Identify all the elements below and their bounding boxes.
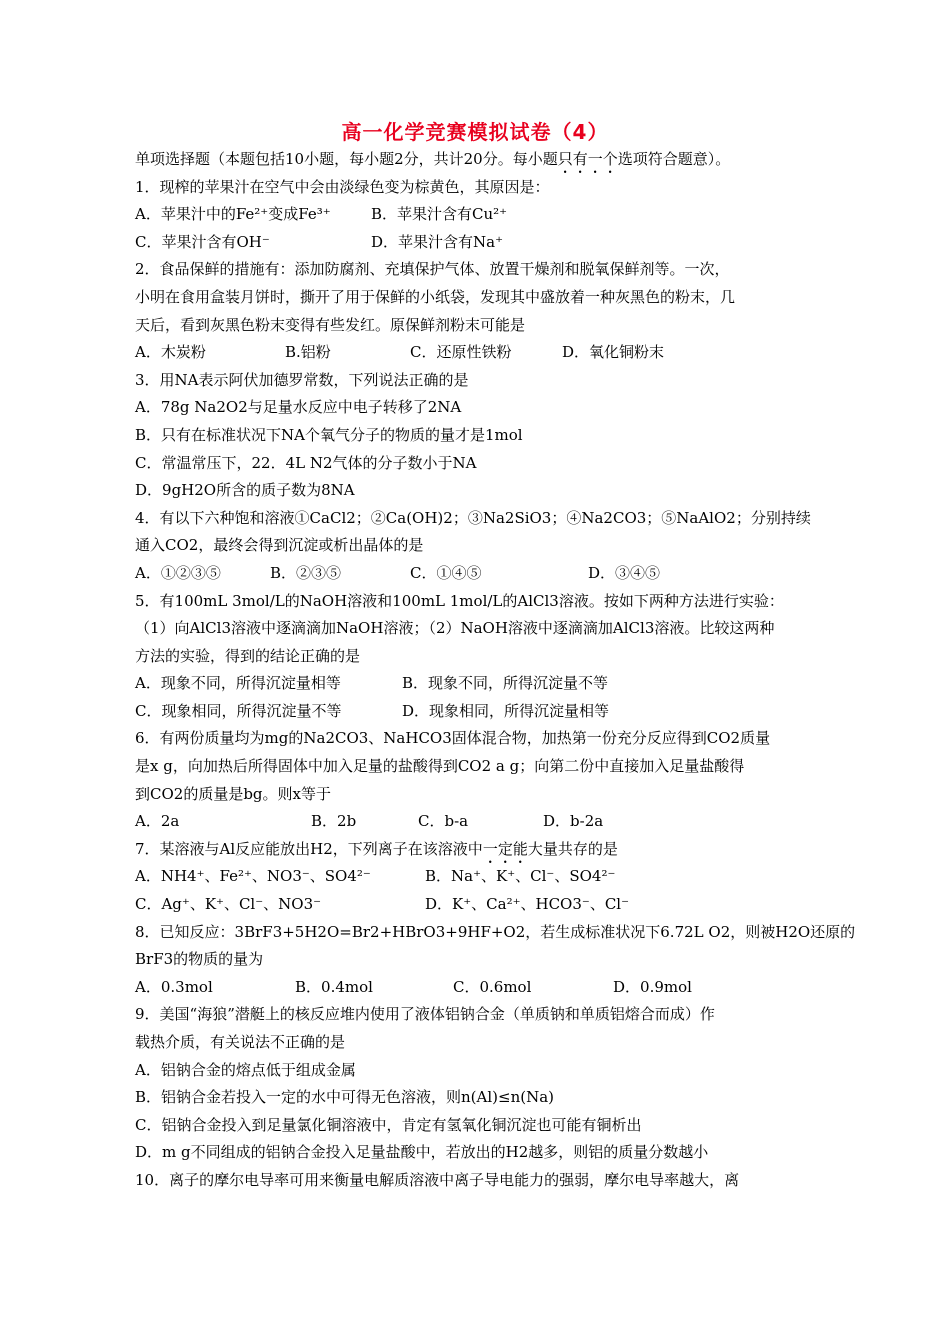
option-a: A．苹果汁中的Fe²⁺变成Fe³⁺	[135, 205, 331, 224]
page-title: 高一化学竞赛模拟试卷（4）	[341, 120, 609, 144]
option-c: C．铝钠合金投入到足量氯化铜溶液中，肯定有氢氧化铜沉淀也可能有铜析出	[135, 1115, 642, 1134]
option-a: A．2a	[135, 812, 180, 831]
option-b: B．现象不同，所得沉淀量不等	[402, 674, 609, 693]
option-d: D．K⁺、Ca²⁺、HCO3⁻、Cl⁻	[425, 895, 630, 914]
question-1-options-row-1	[135, 201, 825, 229]
option-c: C．Ag⁺、K⁺、Cl⁻、NO3⁻	[135, 895, 322, 914]
question-6-line-3: 到CO2的质量是bg。则x等于	[135, 784, 331, 803]
option-c: C．①④⑤	[410, 563, 482, 582]
question-6-options	[135, 808, 825, 836]
emphasized-text: 只有一个	[557, 150, 618, 168]
option-c: C．苹果汁含有OH⁻	[135, 232, 270, 251]
option-a: A．78g Na2O2与足量水反应中电子转移了2NA	[135, 398, 462, 417]
exam-body	[135, 146, 856, 1195]
option-a: A．0.3mol	[135, 977, 213, 996]
option-b: B．苹果汁含有Cu²⁺	[371, 205, 508, 224]
question-9-line-2: 载热介质，有关说法不正确的是	[135, 1033, 346, 1051]
option-c: C．0.6mol	[453, 977, 532, 996]
question-2-line-3: 天后，看到灰黑色粉末变得有些发红。原保鲜剂粉末可能是	[135, 315, 526, 334]
option-d: D．现象相同，所得沉淀量相等	[402, 701, 610, 720]
option-d: D．苹果汁含有Na⁺	[371, 232, 504, 251]
question-7-options-row-2	[135, 891, 825, 919]
question-3-stem: 3．用NA表示阿伏加德罗常数，下列说法正确的是	[135, 370, 469, 389]
question-4-line-1: 4．有以下六种饱和溶液①CaCl2；②Ca(OH)2；③Na2SiO3；④Na2CO3；⑤NaAlO2；分别持续	[135, 508, 811, 527]
emphasized-text: 一定能	[482, 839, 528, 858]
question-6-line-2: 是x g，向加热后所得固体中加入足量的盐酸得到CO2 a g；向第二份中直接加入足量盐酸得	[135, 757, 745, 776]
option-a: A．铝钠合金的熔点低于组成金属	[135, 1060, 356, 1079]
question-4-line-2: 通入CO2，最终会得到沉淀或析出晶体的是	[135, 536, 424, 555]
option-b: B．只有在标准状况下NA个氧气分子的物质的量才是1mol	[135, 425, 523, 444]
question-5-options-row-1	[135, 670, 825, 698]
option-a: A．木炭粉	[135, 343, 206, 362]
question-4-options	[135, 560, 825, 588]
option-d: D．③④⑤	[588, 563, 661, 582]
option-b: B．②③⑤	[270, 563, 342, 582]
question-7-stem: 7．某溶液与Al反应能放出H2，下列离子在该溶液中一定能大量共存的是	[135, 839, 618, 858]
question-1-stem: 1．现榨的苹果汁在空气中会由淡绿色变为棕黄色，其原因是：	[135, 177, 550, 196]
option-c: C．b-a	[418, 812, 469, 831]
option-d: D．0.9mol	[613, 977, 692, 996]
question-10-line-1: 10．离子的摩尔电导率可用来衡量电解质溶液中离子导电能力的强弱，摩尔电导率越大，离	[135, 1170, 740, 1189]
question-1-options-row-2	[135, 229, 825, 257]
option-c: C．常温常压下，22．4L N2气体的分子数小于NA	[135, 453, 477, 472]
option-a: A．NH4⁺、Fe²⁺、NO3⁻、SO4²⁻	[135, 867, 371, 886]
question-6-line-1: 6．有两份质量均为mg的Na2CO3、NaHCO3固体混合物，加热第一份充分反应得到CO2质量	[135, 729, 771, 748]
question-8-line-1: 8．已知反应：3BrF3+5H2O=Br2+HBrO3+9HF+O2，若生成标准状况下6.72L O2，则被H2O还原的	[135, 922, 856, 941]
option-c: C．还原性铁粉	[410, 343, 512, 362]
option-d: D．9gH2O所含的质子数为8NA	[135, 481, 355, 500]
option-a: A．现象不同，所得沉淀量相等	[135, 674, 341, 693]
option-c: C．现象相同，所得沉淀量不等	[135, 701, 342, 720]
question-2-options	[135, 339, 825, 367]
question-8-options	[135, 974, 825, 1002]
question-7-options-row-1	[135, 863, 825, 891]
option-b: B．2b	[311, 812, 357, 831]
question-5-line-1: 5．有100mL 3mol/L的NaOH溶液和100mL 1mol/L的AlCl3溶液。按如下两种方法进行实验：	[135, 591, 784, 610]
option-b: B．铝钠合金若投入一定的水中可得无色溶液，则n(Al)≤n(Na)	[135, 1088, 555, 1107]
option-b: B．Na⁺、K⁺、Cl⁻、SO4²⁻	[425, 867, 616, 886]
option-d: D．氧化铜粉末	[562, 343, 665, 362]
question-2-line-2: 小明在食用盒装月饼时，撕开了用于保鲜的小纸袋，发现其中盛放着一种灰黑色的粉末，几	[135, 287, 736, 306]
question-9-line-1: 9．美国“海狼”潜艇上的核反应堆内使用了液体铝钠合金（单质钠和单质铝熔合而成）作	[135, 1005, 715, 1024]
question-5-line-3: 方法的实验，得到的结论正确的是	[135, 646, 361, 665]
option-b: B．0.4mol	[295, 977, 373, 996]
question-5-options-row-2	[135, 698, 825, 726]
option-d: D．b-2a	[543, 812, 604, 831]
option-d: D．m g不同组成的铝钠合金投入足量盐酸中，若放出的H2越多，则铝的质量分数越小	[135, 1143, 709, 1162]
question-5-line-2: （1）向AlCl3溶液中逐滴滴加NaOH溶液；（2）NaOH溶液中逐滴滴加AlCl3溶液。比较这两种	[135, 619, 775, 638]
instructions: 单项选择题（本题包括10小题，每小题2分，共计20分。每小题只有一个选项符合题意）。	[135, 150, 731, 168]
question-8-line-2: BrF3的物质的量为	[135, 950, 264, 969]
option-a: A．①②③⑤	[135, 563, 221, 582]
option-b: B.铝粉	[285, 343, 331, 362]
question-2-line-1: 2．食品保鲜的措施有：添加防腐剂、充填保护气体、放置干燥剂和脱氧保鲜剂等。一次，	[135, 260, 730, 279]
